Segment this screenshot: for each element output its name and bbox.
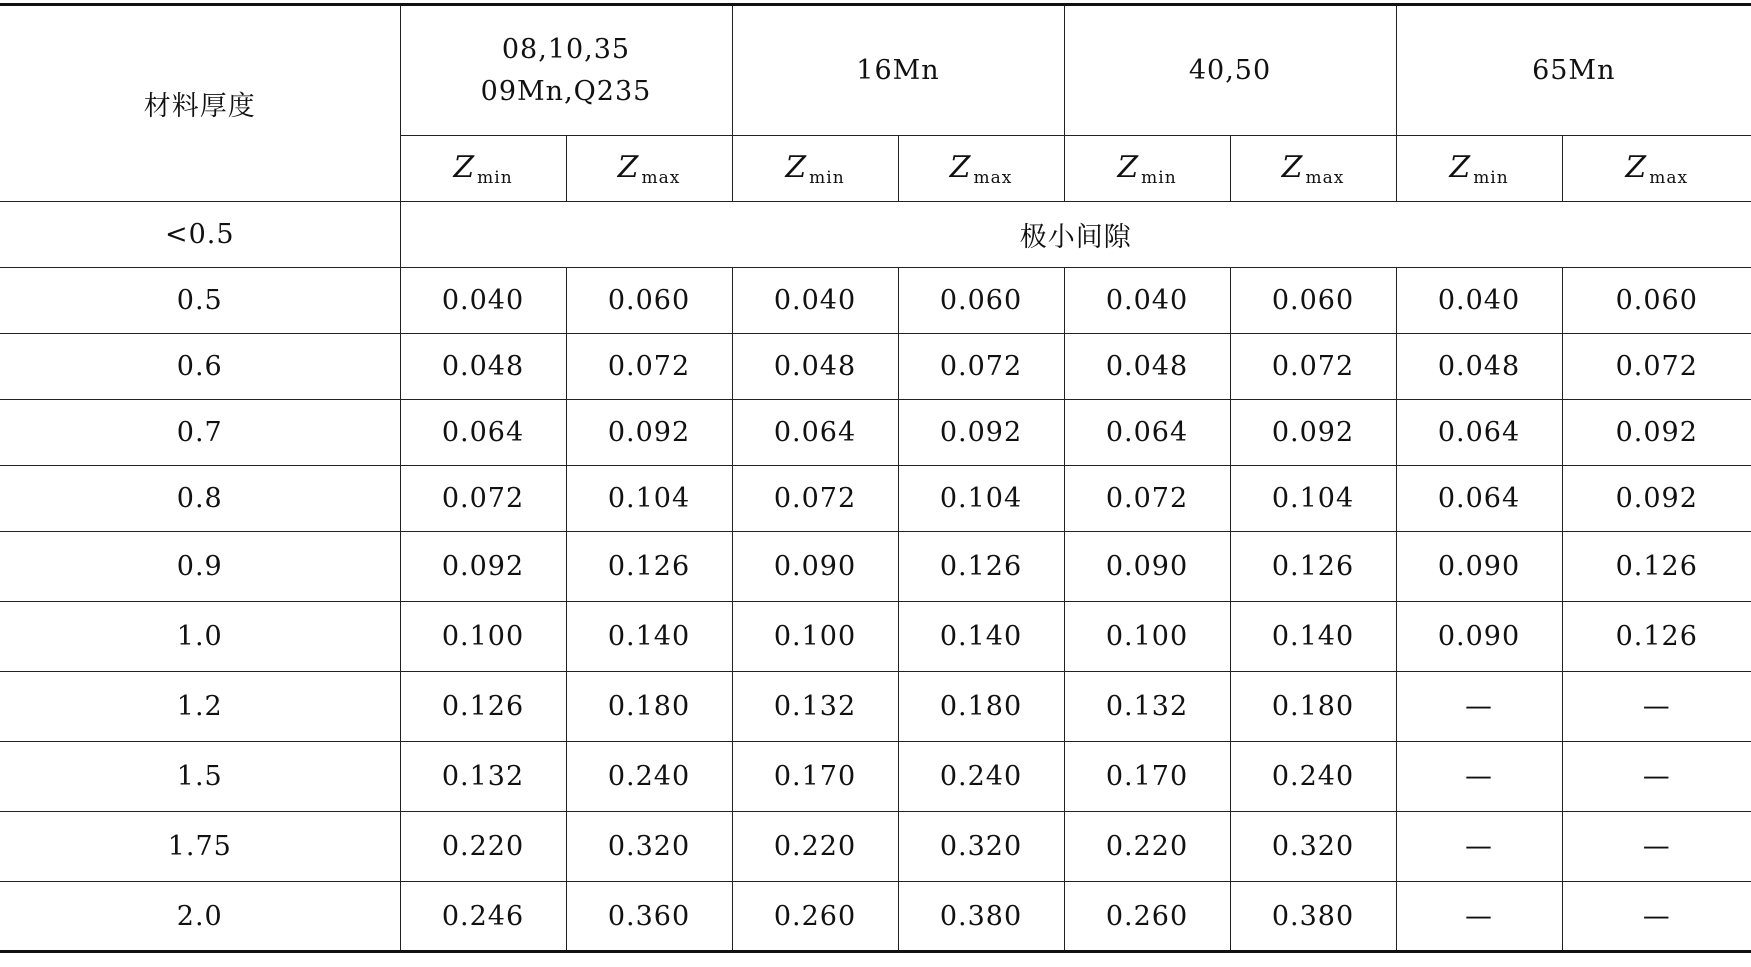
thickness-cell: 1.5: [0, 742, 400, 812]
z-max-cell: 0.140: [1230, 602, 1396, 672]
z-min-cell: 0.100: [732, 602, 898, 672]
grade-header-2: 16Mn: [732, 5, 1064, 136]
z-max-cell: 0.104: [566, 466, 732, 532]
table-row: [0, 334, 1751, 400]
special-row: [0, 202, 1751, 268]
z-min-cell: 0.048: [1396, 334, 1562, 400]
z-symbol: Z: [1449, 149, 1472, 185]
z-max-cell: 0.320: [1230, 812, 1396, 882]
z-min-cell: 0.072: [732, 466, 898, 532]
clearance-table: [0, 3, 1751, 953]
z-min-subscript: min: [477, 167, 513, 188]
z-symbol: Z: [1117, 149, 1140, 185]
z-max-cell: 0.360: [566, 882, 732, 952]
grade-header-1-line2: 09Mn,Q235: [480, 75, 652, 107]
thickness-cell: 0.5: [0, 268, 400, 334]
special-row-thickness: <0.5: [0, 202, 400, 268]
grade-header-1-line1: 08,10,35: [501, 33, 631, 65]
z-max-cell: 0.380: [1230, 882, 1396, 952]
z-min-cell: 0.040: [732, 268, 898, 334]
thickness-cell: 0.8: [0, 466, 400, 532]
z-max-cell: 0.072: [898, 334, 1064, 400]
z-min-cell: 0.170: [732, 742, 898, 812]
z-max-cell: 0.126: [1230, 532, 1396, 602]
z-min-cell: 0.126: [400, 672, 566, 742]
z-max-subscript: max: [1649, 167, 1689, 188]
z-max-header: [898, 136, 1064, 202]
z-min-cell: 0.246: [400, 882, 566, 952]
z-max-cell: 0.320: [898, 812, 1064, 882]
z-min-cell: 0.132: [1064, 672, 1230, 742]
z-min-cell: 0.040: [1396, 268, 1562, 334]
z-symbol: Z: [1625, 149, 1648, 185]
z-min-cell: 0.260: [732, 882, 898, 952]
z-min-cell: 0.092: [400, 532, 566, 602]
z-max-cell: 0.180: [1230, 672, 1396, 742]
z-min-header: [1064, 136, 1230, 202]
z-max-cell: 0.072: [566, 334, 732, 400]
thickness-cell: 1.75: [0, 812, 400, 882]
z-max-cell: 0.320: [566, 812, 732, 882]
z-max-cell: 0.180: [898, 672, 1064, 742]
z-min-cell: 0.064: [400, 400, 566, 466]
z-max-cell: 0.240: [898, 742, 1064, 812]
table-row: [0, 532, 1751, 602]
z-max-cell: —: [1562, 882, 1751, 952]
z-min-cell: —: [1396, 812, 1562, 882]
z-max-cell: 0.092: [1562, 400, 1751, 466]
thickness-cell: 1.2: [0, 672, 400, 742]
grade-header-4: 65Mn: [1396, 5, 1751, 136]
grade-header-1: [400, 5, 732, 136]
z-min-cell: 0.090: [1396, 532, 1562, 602]
z-min-cell: 0.100: [1064, 602, 1230, 672]
z-min-cell: 0.220: [400, 812, 566, 882]
z-max-cell: 0.126: [1562, 532, 1751, 602]
z-max-cell: 0.126: [1562, 602, 1751, 672]
z-max-cell: 0.180: [566, 672, 732, 742]
z-min-header: [400, 136, 566, 202]
z-max-subscript: max: [973, 167, 1013, 188]
z-max-cell: 0.060: [898, 268, 1064, 334]
z-symbol: Z: [785, 149, 808, 185]
z-min-cell: —: [1396, 882, 1562, 952]
table-row: [0, 602, 1751, 672]
z-max-header: [1230, 136, 1396, 202]
z-max-cell: 0.092: [1562, 466, 1751, 532]
z-max-cell: 0.072: [1230, 334, 1396, 400]
thickness-cell: 0.6: [0, 334, 400, 400]
header-group-row: [0, 5, 1751, 136]
z-max-cell: 0.072: [1562, 334, 1751, 400]
z-max-cell: 0.140: [566, 602, 732, 672]
z-max-cell: 0.240: [566, 742, 732, 812]
z-min-cell: 0.064: [732, 400, 898, 466]
z-min-cell: 0.132: [732, 672, 898, 742]
z-symbol: Z: [453, 149, 476, 185]
z-symbol: Z: [949, 149, 972, 185]
z-max-cell: 0.092: [1230, 400, 1396, 466]
z-min-cell: 0.072: [400, 466, 566, 532]
z-max-cell: 0.092: [898, 400, 1064, 466]
z-max-cell: 0.380: [898, 882, 1064, 952]
z-max-cell: 0.104: [898, 466, 1064, 532]
z-max-cell: 0.060: [566, 268, 732, 334]
z-min-cell: 0.220: [1064, 812, 1230, 882]
z-max-cell: 0.104: [1230, 466, 1396, 532]
thickness-cell: 1.0: [0, 602, 400, 672]
z-symbol: Z: [617, 149, 640, 185]
z-min-cell: 0.072: [1064, 466, 1230, 532]
z-min-cell: 0.132: [400, 742, 566, 812]
z-min-cell: 0.090: [732, 532, 898, 602]
z-max-header: [566, 136, 732, 202]
z-max-cell: 0.092: [566, 400, 732, 466]
z-max-cell: 0.126: [566, 532, 732, 602]
z-max-cell: 0.126: [898, 532, 1064, 602]
z-min-cell: 0.048: [732, 334, 898, 400]
z-max-cell: —: [1562, 742, 1751, 812]
z-max-cell: 0.060: [1230, 268, 1396, 334]
z-max-subscript: max: [641, 167, 681, 188]
special-row-note: 极小间隙: [400, 202, 1751, 268]
table-row: [0, 742, 1751, 812]
z-min-cell: —: [1396, 742, 1562, 812]
z-min-cell: 0.040: [1064, 268, 1230, 334]
z-min-cell: —: [1396, 672, 1562, 742]
z-min-cell: 0.064: [1064, 400, 1230, 466]
table-row: [0, 882, 1751, 952]
table-row: [0, 268, 1751, 334]
z-max-cell: —: [1562, 672, 1751, 742]
table-row: [0, 812, 1751, 882]
z-min-cell: 0.170: [1064, 742, 1230, 812]
z-max-header: [1562, 136, 1751, 202]
z-min-header: [732, 136, 898, 202]
z-min-subscript: min: [1473, 167, 1509, 188]
z-min-cell: 0.048: [1064, 334, 1230, 400]
table-row: [0, 400, 1751, 466]
z-symbol: Z: [1281, 149, 1304, 185]
z-max-cell: 0.240: [1230, 742, 1396, 812]
z-min-cell: 0.220: [732, 812, 898, 882]
z-min-cell: 0.064: [1396, 400, 1562, 466]
z-max-subscript: max: [1305, 167, 1345, 188]
table-row: [0, 672, 1751, 742]
z-max-cell: —: [1562, 812, 1751, 882]
z-min-subscript: min: [1141, 167, 1177, 188]
z-min-cell: 0.100: [400, 602, 566, 672]
table-row: [0, 466, 1751, 532]
z-min-cell: 0.064: [1396, 466, 1562, 532]
z-min-cell: 0.090: [1064, 532, 1230, 602]
thickness-cell: 0.7: [0, 400, 400, 466]
thickness-header: 材料厚度: [0, 5, 400, 202]
z-min-header: [1396, 136, 1562, 202]
z-max-cell: 0.060: [1562, 268, 1751, 334]
z-max-cell: 0.140: [898, 602, 1064, 672]
grade-header-3: 40,50: [1064, 5, 1396, 136]
thickness-cell: 2.0: [0, 882, 400, 952]
z-min-cell: 0.040: [400, 268, 566, 334]
z-min-cell: 0.048: [400, 334, 566, 400]
thickness-cell: 0.9: [0, 532, 400, 602]
z-min-cell: 0.260: [1064, 882, 1230, 952]
z-min-cell: 0.090: [1396, 602, 1562, 672]
z-min-subscript: min: [809, 167, 845, 188]
